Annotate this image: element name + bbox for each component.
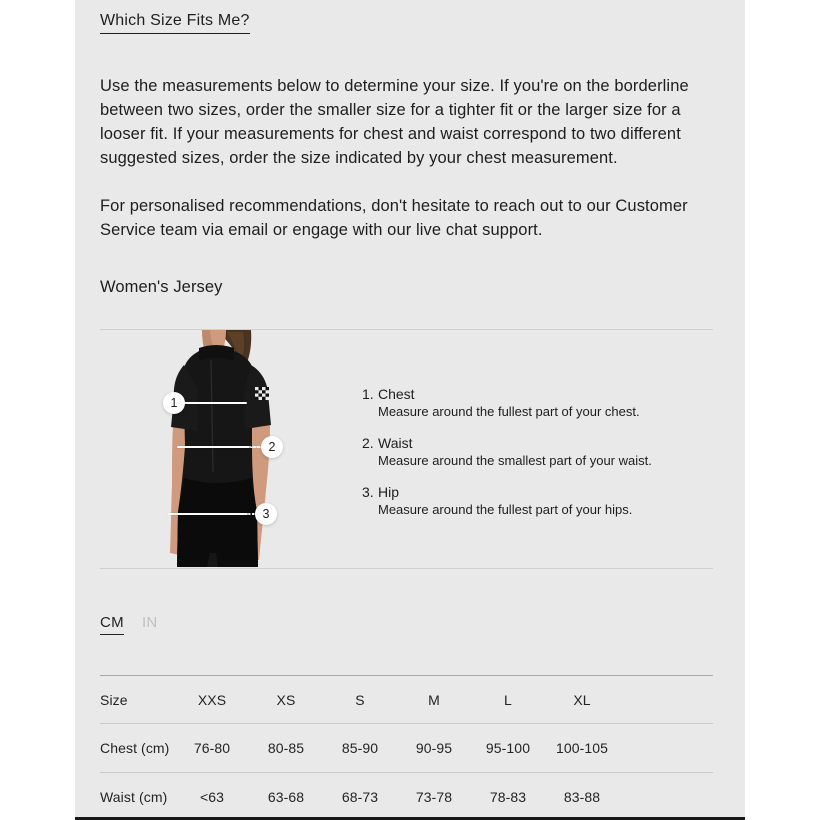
cell-value: 90-95 xyxy=(415,740,453,756)
intro-paragraph: Use the measurements below to determine your size. If you're on the borderline between two sizes, order the smaller size for a tighter fit or the larger size for a looser fit. If your measurements for chest and waist correspond to two different suggested sizes, order the size indicated by your chest measurement. xyxy=(100,77,689,167)
unit-toggle xyxy=(100,614,713,635)
list-item-number: 1. xyxy=(362,386,374,402)
cell-value: 78-83 xyxy=(489,789,527,805)
list-item-hip xyxy=(362,484,702,518)
measurement-instructions-list xyxy=(362,386,702,533)
table-row-chest xyxy=(100,724,713,773)
marker-2-waist xyxy=(261,436,283,458)
list-item-number: 2. xyxy=(362,435,374,451)
unit-toggle-in[interactable]: IN xyxy=(141,614,158,631)
cell-value: 100-105 xyxy=(555,740,609,756)
table-row-waist xyxy=(100,773,713,820)
list-item-waist xyxy=(362,435,702,469)
list-item-number: 3. xyxy=(362,484,374,500)
size-guide-panel xyxy=(75,0,745,820)
list-item-description: Measure around the fullest part of your hips. xyxy=(378,502,633,517)
sleeve-logo-patch xyxy=(255,387,269,400)
col-header-l: L xyxy=(504,691,512,708)
cell-value: 63-68 xyxy=(267,789,305,805)
unit-toggle-cm[interactable]: CM xyxy=(100,614,124,635)
row-label: Waist (cm) xyxy=(100,789,168,805)
size-table-header-row xyxy=(100,676,713,724)
garment-section-title: Women's Jersey xyxy=(100,278,223,296)
support-paragraph: For personalised recommendations, don't hesitate to reach out to our Customer Service team via email or engage with our live chat support. xyxy=(100,197,688,239)
list-item-description: Measure around the fullest part of your chest. xyxy=(378,404,640,419)
marker-1-label: 1 xyxy=(170,396,178,410)
list-item-description: Measure around the smallest part of your waist. xyxy=(378,453,652,468)
list-item-chest xyxy=(362,386,702,420)
col-header-m: M xyxy=(428,691,440,708)
col-header-s: S xyxy=(355,691,365,708)
col-header-xxs: XXS xyxy=(197,691,227,708)
col-header-size: Size xyxy=(100,691,128,708)
size-table xyxy=(100,675,713,820)
size-guide-title-link[interactable]: Which Size Fits Me? xyxy=(100,12,250,34)
cell-value: 76-80 xyxy=(193,740,231,756)
row-label: Chest (cm) xyxy=(100,740,170,756)
cell-value: 73-78 xyxy=(415,789,453,805)
cell-value: 83-88 xyxy=(563,789,601,805)
list-item-label: Chest xyxy=(378,386,415,402)
cell-value: 85-90 xyxy=(341,740,379,756)
chest-measure-line xyxy=(184,402,247,404)
waist-measure-line xyxy=(177,446,250,448)
cell-value: 80-85 xyxy=(267,740,305,756)
marker-2-label: 2 xyxy=(268,440,276,454)
cell-value: 68-73 xyxy=(341,789,379,805)
size-guide-content xyxy=(75,0,745,820)
marker-3-hip xyxy=(255,503,277,525)
cell-value: 95-100 xyxy=(485,740,531,756)
col-header-xs: XS xyxy=(276,691,296,708)
marker-3-label: 3 xyxy=(262,507,270,521)
model-photo-woman-jersey xyxy=(157,330,275,568)
marker-1-chest xyxy=(163,392,185,414)
cell-value: <63 xyxy=(199,789,225,805)
measurement-figure-section xyxy=(100,329,713,569)
list-item-label: Hip xyxy=(378,484,400,500)
list-item-label: Waist xyxy=(378,435,413,451)
col-header-xl: XL xyxy=(573,691,591,708)
hip-measure-line xyxy=(168,513,248,515)
